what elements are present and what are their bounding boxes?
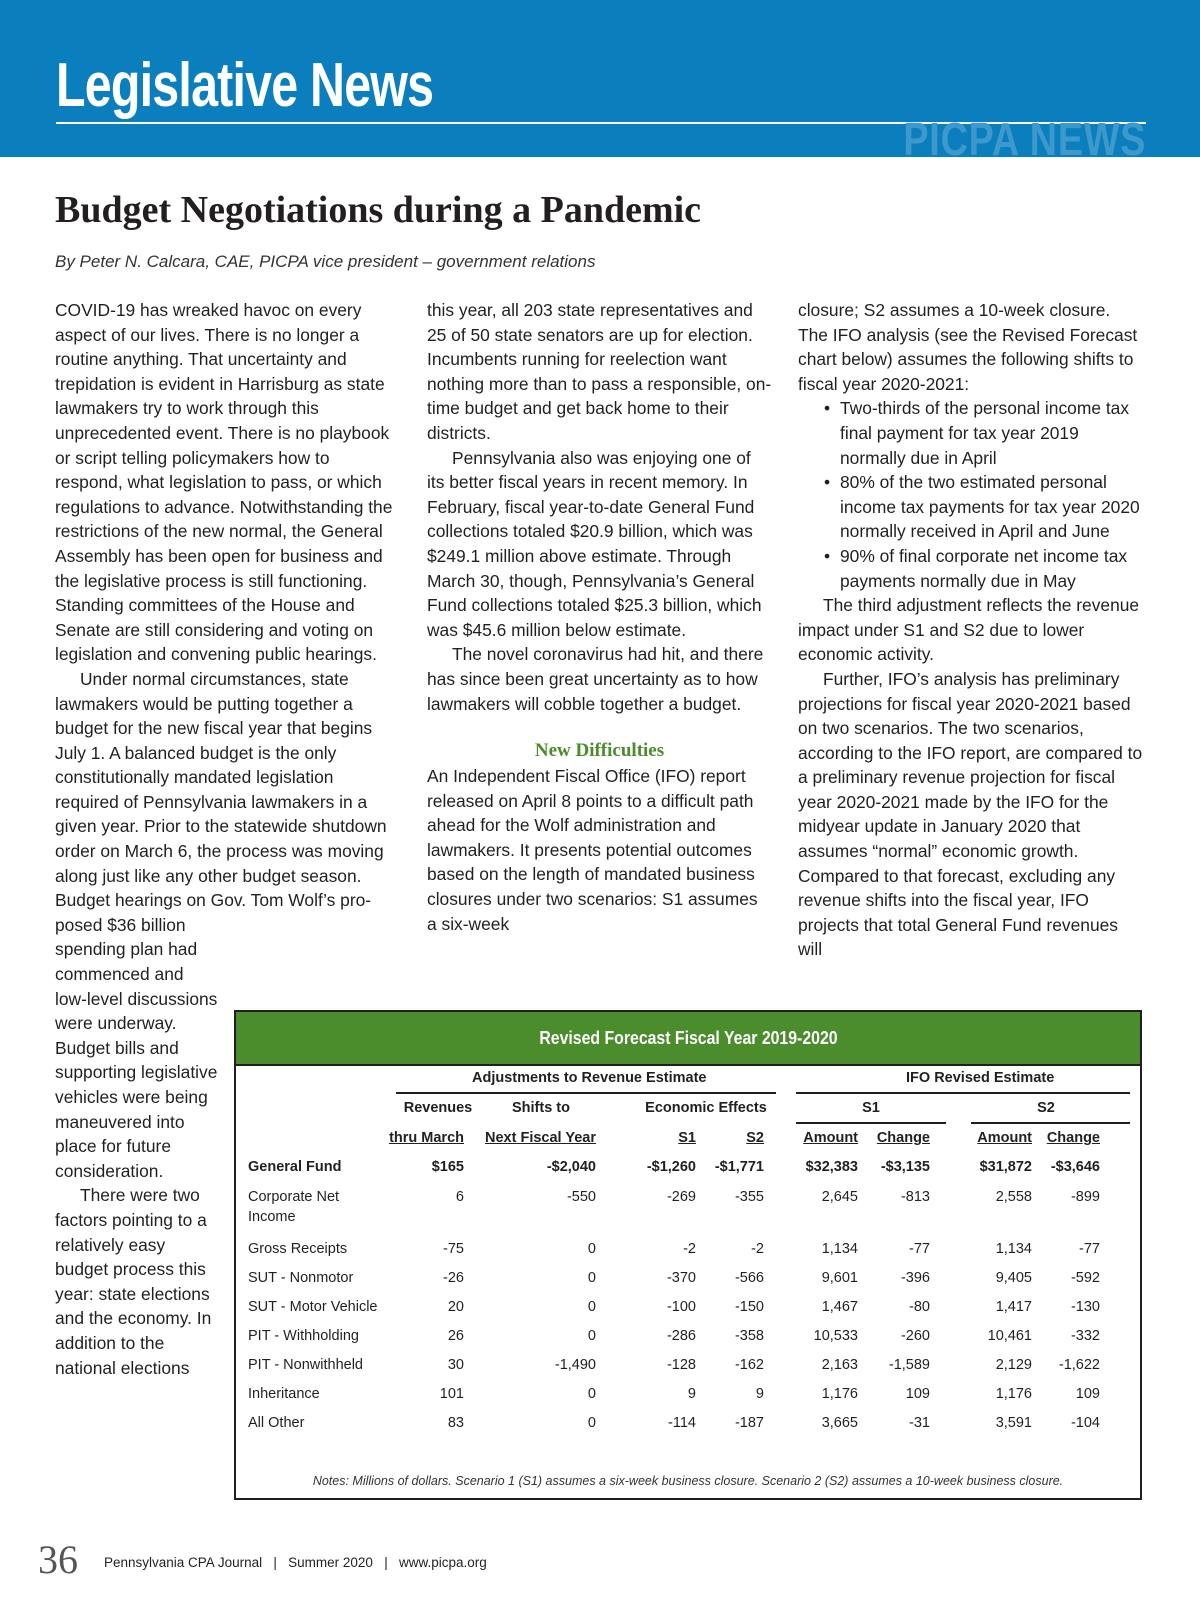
paragraph: The third adjustment reflects the revenue impact under S1 and S2 due to lower economic activity.: [798, 595, 1140, 665]
row-label: PIT - Nonwithheld: [248, 1357, 363, 1373]
col-header: S2: [746, 1130, 764, 1146]
group-rule: [796, 1122, 946, 1124]
col-header: Change: [876, 1130, 930, 1146]
table-cell: 2,163: [821, 1357, 858, 1373]
row-label: SUT - Nonmotor: [248, 1270, 354, 1286]
table-cell: -370: [666, 1270, 696, 1286]
row-label: General Fund: [248, 1159, 342, 1175]
row-label: PIT - Withholding: [248, 1328, 359, 1344]
paragraph: Under normal circumstances, state lawmakers would be putting together a budget for the new fiscal year that begins July 1. A balanced budget is the only constitutionally mandated legislation required of Pennsylvania lawmakers in a given year. Prior to the statewide shutdown order on March 6, the process was moving along just like any other budget season. Budget hearings on Gov. Tom Wolf’s pro-: [55, 668, 387, 911]
table-cell: 0: [587, 1270, 596, 1286]
table-cell: 0: [587, 1386, 596, 1402]
col-header: Next Fiscal Year: [485, 1130, 596, 1146]
table-cell: -396: [900, 1270, 930, 1286]
table-cell: -31: [909, 1415, 930, 1431]
table-cell: -566: [734, 1270, 764, 1286]
table-cell: 26: [447, 1328, 464, 1344]
table-cell: -269: [666, 1189, 696, 1205]
table-cell: -130: [1070, 1299, 1100, 1315]
table-cell: -286: [666, 1328, 696, 1344]
table-cell: 10,461: [987, 1328, 1032, 1344]
divider: |: [265, 1555, 285, 1570]
col-header: Amount: [977, 1130, 1032, 1146]
col-header: Change: [1046, 1130, 1100, 1146]
table-cell: -1,490: [554, 1357, 596, 1373]
group-rule: [796, 1092, 1130, 1094]
table-cell: -104: [1070, 1415, 1100, 1431]
table-cell: 1,134: [995, 1241, 1032, 1257]
table-cell: -162: [734, 1357, 764, 1373]
row-label: Corporate Net: [248, 1189, 340, 1205]
row-label: All Other: [248, 1415, 305, 1431]
publication-name: Pennsylvania CPA Journal: [104, 1555, 263, 1570]
table-cell: 20: [447, 1299, 464, 1315]
table-cell: -1,622: [1058, 1357, 1100, 1373]
col-header: S1: [862, 1100, 880, 1116]
table-cell: -332: [1070, 1328, 1100, 1344]
table-cell: -2: [683, 1241, 696, 1257]
table-cell: -150: [734, 1299, 764, 1315]
table-cell: 2,645: [821, 1189, 858, 1205]
table-cell: 2,129: [995, 1357, 1032, 1373]
table-cell: 6: [455, 1189, 464, 1205]
table-cell: -592: [1070, 1270, 1100, 1286]
table-cell: -77: [909, 1241, 930, 1257]
table-cell: -114: [668, 1415, 696, 1431]
table-cell: 0: [587, 1241, 596, 1257]
list-item: • 80% of the two estimated personal income tax payments for tax year 2020 normally received in April and June: [798, 470, 1143, 544]
table-cell: 0: [587, 1328, 596, 1344]
table-cell: -75: [443, 1241, 464, 1257]
table-cell: -187: [734, 1415, 764, 1431]
table-cell: -$2,040: [546, 1159, 596, 1175]
table-cell: 2,558: [995, 1189, 1032, 1205]
table-cell: -26: [443, 1270, 464, 1286]
table-cell: -355: [734, 1189, 764, 1205]
table-cell: 0: [587, 1299, 596, 1315]
issue-label: Summer 2020: [288, 1555, 373, 1570]
col-header: Revenues: [403, 1100, 473, 1116]
col-header: S2: [1037, 1100, 1055, 1116]
row-label-continued: Income: [248, 1209, 296, 1225]
col-header: S1: [678, 1130, 696, 1146]
page-number: 36: [38, 1537, 78, 1582]
table-note: Notes: Millions of dollars. Scenario 1 (S1) assumes a six-week business closure. Scenario 2 (S2) assumes a 10-week business closure.: [312, 1474, 1064, 1488]
table-cell: 10,533: [813, 1328, 858, 1344]
table-cell: -$3,646: [1050, 1159, 1100, 1175]
paragraph: An Independent Fiscal Office (IFO) report released on April 8 points to a difficult path ahead for the Wolf administration and lawmakers. It presents potential outcomes based on the length of mandated business closures under two scenarios: S1 assumes a six-week: [427, 766, 758, 934]
row-label: Inheritance: [248, 1386, 320, 1402]
table-cell: 9: [755, 1386, 764, 1402]
paragraph: this year, all 203 state representatives and 25 of 50 state senators are up for election. Incumbents running for reelection want nothing more than to pass a responsible, on-time budget and get back home to their districts.: [427, 300, 772, 443]
table-cell: -80: [909, 1299, 930, 1315]
table-cell: $32,383: [805, 1159, 858, 1175]
col-header: Amount: [803, 1130, 858, 1146]
website-url: www.picpa.org: [398, 1555, 487, 1570]
paragraph: closure; S2 assumes a 10-week closure. The IFO analysis (see the Revised Forecast chart below) assumes the following shifts to fiscal year 2020-2021:: [798, 300, 1138, 394]
table-cell: -260: [900, 1328, 930, 1344]
col-header: Shifts to: [512, 1100, 570, 1116]
table-cell: -100: [666, 1299, 696, 1315]
paragraph: There were two factors pointing to a relatively easy budget process this year: state elections and the economy. In addition to the national elections: [55, 1185, 212, 1378]
section-title: Legislative News: [56, 51, 434, 120]
subheading: New Difficulties: [534, 740, 665, 762]
group-rule: [971, 1122, 1130, 1124]
table-cell: -$1,771: [714, 1159, 764, 1175]
table-cell: -358: [734, 1328, 764, 1344]
row-label: SUT - Motor Vehicle: [248, 1299, 378, 1315]
paragraph: posed $36 billion spending plan had commenced and low-level discussions were underway. Budget bills and supporting legislative vehicles were being maneuvered into place for future consideration.: [55, 914, 218, 1181]
article-column-3: [798, 298, 1143, 962]
revised-forecast-table: [234, 1010, 1142, 1500]
col-header: Economic Effects: [645, 1100, 767, 1116]
table-cell: 101: [439, 1386, 464, 1402]
paragraph: COVID-19 has wreaked havoc on every aspect of our lives. There is no longer a routine anything. That uncertainty and trepidation is evident in Harrisburg as state lawmakers try to work through this unprecedented event. There is no playbook or script telling policymakers how to respond, what legislation to pass, or which regulations to advance. Notwithstanding the restrictions of the new normal, the General Assembly has been open for business and the legislative process is still functioning. Standing committees of the House and Senate are still considering and voting on legislation and convening public hearings.: [55, 300, 393, 665]
table-cell: -$1,260: [646, 1159, 696, 1175]
section-label: PICPA NEWS: [903, 113, 1146, 165]
divider: |: [376, 1555, 396, 1570]
col-header: thru March: [389, 1130, 464, 1146]
table-cell: 30: [447, 1357, 464, 1373]
article-column-2: [427, 298, 772, 936]
table-cell: 1,176: [995, 1386, 1032, 1402]
footer-line: [104, 1555, 487, 1570]
table-cell: -550: [566, 1189, 596, 1205]
table-cell: $31,872: [979, 1159, 1032, 1175]
table-cell: 109: [1075, 1386, 1100, 1402]
table-cell: 1,134: [821, 1241, 858, 1257]
table-cell: -899: [1070, 1189, 1100, 1205]
table-cell: 109: [905, 1386, 930, 1402]
paragraph: The novel coronavirus had hit, and there has since been great uncertainty as to how lawmakers will cobble together a budget.: [427, 644, 764, 714]
table-title: Revised Forecast Fiscal Year 2019-2020: [236, 1012, 1140, 1066]
article-headline: Budget Negotiations during a Pandemic: [55, 189, 702, 231]
article-byline: By Peter N. Calcara, CAE, PICPA vice president – government relations: [55, 252, 596, 271]
paragraph: Pennsylvania also was enjoying one of its better fiscal years in recent memory. In February, fiscal year-to-date General Fund collections totaled $20.9 billion, which was $249.1 million above estimate. Through March 30, though, Pennsylvania’s General Fund collections totaled $25.3 billion, which was $45.6 million below estimate.: [427, 447, 762, 640]
table-cell: $165: [431, 1159, 464, 1175]
table-cell: 83: [447, 1415, 464, 1431]
table-cell: 0: [587, 1415, 596, 1431]
list-item: • 90% of final corporate net income tax payments normally due in May: [798, 544, 1143, 593]
header-banner: [0, 0, 1200, 165]
table-cell: -$3,135: [880, 1159, 930, 1175]
table-cell: 1,176: [821, 1386, 858, 1402]
table-cell: -813: [900, 1189, 930, 1205]
table-cell: 9,601: [821, 1270, 858, 1286]
list-item: • Two-thirds of the personal income tax final payment for tax year 2019 normally due in April: [798, 396, 1143, 470]
table-cell: 1,417: [995, 1299, 1032, 1315]
group-header-adjustments: Adjustments to Revenue Estimate: [472, 1070, 707, 1086]
table-cell: -77: [1079, 1241, 1100, 1257]
group-rule: [396, 1092, 776, 1094]
table-cell: 1,467: [821, 1299, 858, 1315]
bullet-list: [798, 396, 1143, 593]
table-cell: 9,405: [995, 1270, 1032, 1286]
row-label: Gross Receipts: [248, 1241, 348, 1257]
group-header-ifo: IFO Revised Estimate: [906, 1070, 1055, 1086]
table-cell: 9: [687, 1386, 696, 1402]
table-cell: -1,589: [888, 1357, 930, 1373]
table-cell: 3,665: [821, 1415, 858, 1431]
paragraph: Further, IFO’s analysis has preliminary projections for fiscal year 2020-2021 based on two scenarios. The two scenarios, according to the IFO report, are compared to a preliminary revenue projection for fiscal year 2020-2021 made by the IFO for the midyear update in January 2020 that assumes “normal” economic growth. Compared to that forecast, excluding any revenue shifts into the fiscal year, IFO projects that total General Fund revenues will: [798, 668, 1143, 960]
table-cell: 3,591: [995, 1415, 1032, 1431]
table-cell: -128: [666, 1357, 696, 1373]
table-cell: -2: [751, 1241, 764, 1257]
